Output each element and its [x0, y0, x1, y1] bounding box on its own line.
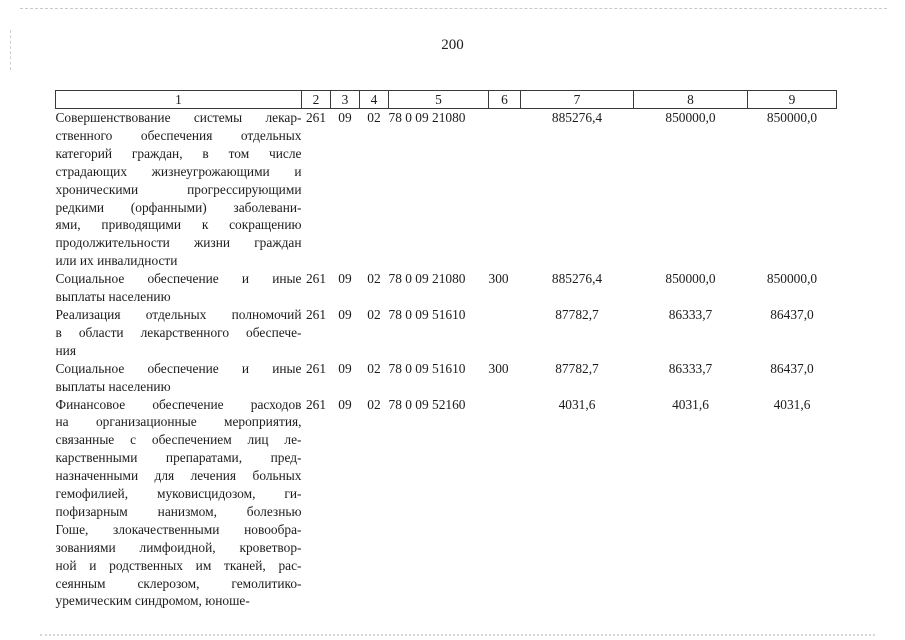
amount-col9: 850000,0 [766, 271, 818, 287]
amount-col7-cell [521, 306, 634, 360]
column-header-9: 9 [748, 91, 837, 109]
amount-col7: 885276,4 [551, 110, 603, 125]
target-article-code: 78 0 09 52160 [388, 396, 466, 412]
amount-col8-cell [634, 360, 748, 396]
column-header-6: 6 [489, 91, 521, 109]
admin-code-cell [302, 109, 331, 271]
section-code-cell [331, 396, 360, 611]
item-name-cell [56, 396, 302, 611]
item-name-line: хроническими прогрессирующими [55, 181, 302, 197]
amount-col7: 87782,7 [555, 306, 599, 322]
amount-col8: 850000,0 [665, 110, 716, 125]
section-code: 09 [338, 396, 352, 412]
subsection-code-cell [360, 109, 389, 271]
item-name-line: ями, приводящими к сокращению [55, 217, 302, 233]
expense-type-cell [489, 109, 521, 271]
column-header-4: 4 [360, 91, 389, 109]
subsection-code: 02 [367, 110, 381, 125]
amount-col9-cell [748, 306, 837, 360]
item-name-line: на организационные мероприятия, [55, 414, 302, 430]
admin-code: 261 [305, 271, 327, 287]
amount-col9-cell [748, 360, 837, 396]
amount-col7-cell [521, 270, 634, 306]
admin-code-cell [302, 306, 331, 360]
table-row [56, 270, 837, 306]
subsection-code-cell [360, 270, 389, 306]
column-header-8: 8 [634, 91, 748, 109]
item-name-line: страдающих жизнеугрожающими и [55, 163, 302, 179]
amount-col7: 885276,4 [551, 271, 603, 287]
section-code: 09 [338, 110, 352, 125]
column-header-2: 2 [302, 91, 331, 109]
expense-type-code: 300 [488, 360, 509, 376]
amount-col8-cell [634, 109, 748, 271]
item-name-line: Социальное обеспечение и иные [55, 271, 302, 287]
amount-col9: 86437,0 [770, 360, 814, 376]
item-name-line: Финансовое обеспечение расходов [55, 396, 302, 412]
page-number: 200 [441, 37, 464, 53]
item-name-line: карственными препаратами, пред- [55, 450, 302, 466]
item-name-line: ной и родственных им тканей, рас- [55, 557, 302, 573]
table-header-row [56, 91, 837, 109]
subsection-code-cell [360, 396, 389, 611]
scan-edge-bottom [40, 634, 875, 636]
amount-col8-cell [634, 270, 748, 306]
admin-code-cell [302, 270, 331, 306]
item-name-line: ственного обеспечения отдельных [55, 127, 302, 143]
target-article-code: 78 0 09 21080 [388, 271, 466, 287]
item-name-cell [56, 270, 302, 306]
subsection-code: 02 [367, 271, 381, 287]
target-article-cell [389, 306, 489, 360]
item-name-cell [56, 109, 302, 271]
amount-col8-cell [634, 306, 748, 360]
target-article-code: 78 0 09 21080 [388, 110, 466, 125]
amount-col7: 87782,7 [555, 360, 599, 376]
admin-code: 261 [305, 306, 327, 322]
section-code-cell [331, 109, 360, 271]
item-name-line: выплаты населению [55, 289, 171, 305]
subsection-code: 02 [367, 360, 381, 376]
section-code: 09 [338, 360, 352, 376]
scan-edge-top [20, 8, 887, 9]
target-article-cell [389, 360, 489, 396]
item-name-line: Совершенствование системы лекар- [55, 110, 302, 125]
item-name-line: или их инвалидности [55, 253, 178, 269]
amount-col8-cell [634, 396, 748, 611]
subsection-code: 02 [367, 306, 381, 322]
item-name-line: Гоше, злокачественными новообра- [55, 521, 302, 537]
amount-col7: 4031,6 [558, 396, 596, 412]
column-header-7: 7 [521, 91, 634, 109]
expense-type-cell [489, 270, 521, 306]
table-body [56, 109, 837, 611]
item-name-line: категорий граждан, в том числе [55, 145, 302, 161]
amount-col9: 4031,6 [773, 396, 811, 412]
expense-type-code: 300 [488, 271, 509, 287]
column-header-5: 5 [389, 91, 489, 109]
item-name-line: выплаты населению [55, 378, 171, 394]
table-row [56, 396, 837, 611]
target-article-code: 78 0 09 51610 [388, 360, 466, 376]
subsection-code-cell [360, 360, 389, 396]
item-name-line: зованиями лимфоидной, кроветвор- [55, 539, 302, 555]
column-header-3: 3 [331, 91, 360, 109]
item-name-line: пофизарным нанизмом, болезнью [55, 503, 302, 519]
section-code: 09 [338, 271, 352, 287]
item-name-line: ния [55, 342, 76, 358]
item-name-line: Социальное обеспечение и иные [55, 360, 302, 376]
item-name-line: назначенными для лечения больных [55, 468, 302, 484]
item-name-line: сеянным склерозом, гемолитико- [55, 575, 302, 591]
section-code: 09 [338, 306, 352, 322]
amount-col7-cell [521, 109, 634, 271]
item-name-line: продолжительности жизни граждан [55, 235, 302, 251]
item-name-line: в области лекарственного обеспече- [55, 324, 302, 340]
section-code-cell [331, 270, 360, 306]
expense-type-cell [489, 306, 521, 360]
table-row [56, 109, 837, 271]
admin-code: 261 [305, 396, 327, 412]
admin-code-cell [302, 396, 331, 611]
table-row [56, 360, 837, 396]
amount-col8: 86333,7 [668, 306, 713, 322]
amount-col8: 86333,7 [668, 360, 713, 376]
item-name-line: уремическим синдромом, юноше- [55, 593, 250, 609]
section-code-cell [331, 360, 360, 396]
amount-col9-cell [748, 109, 837, 271]
target-article-code: 78 0 09 51610 [388, 306, 466, 322]
amount-col7-cell [521, 396, 634, 611]
expense-type-cell [489, 396, 521, 611]
target-article-cell [389, 396, 489, 611]
expense-type-cell [489, 360, 521, 396]
admin-code: 261 [305, 360, 327, 376]
amount-col7-cell [521, 360, 634, 396]
amount-col8: 4031,6 [672, 396, 709, 412]
amount-col8: 850000,0 [665, 271, 716, 287]
amount-col9: 86437,0 [770, 306, 814, 322]
column-header-1: 1 [56, 91, 302, 109]
subsection-code-cell [360, 306, 389, 360]
table-row [56, 306, 837, 360]
target-article-cell [389, 270, 489, 306]
item-name-line: гемофилией, муковисцидозом, ги- [55, 486, 302, 502]
amount-col9: 850000,0 [766, 110, 818, 125]
admin-code-cell [302, 360, 331, 396]
admin-code: 261 [305, 110, 327, 125]
target-article-cell [389, 109, 489, 271]
item-name-cell [56, 360, 302, 396]
subsection-code: 02 [367, 396, 381, 412]
section-code-cell [331, 306, 360, 360]
budget-table [55, 90, 837, 610]
item-name-line: редкими (орфанными) заболевани- [55, 199, 302, 215]
amount-col9-cell [748, 270, 837, 306]
item-name-cell [56, 306, 302, 360]
amount-col9-cell [748, 396, 837, 611]
item-name-line: связанные с обеспечением лиц ле- [55, 432, 302, 448]
item-name-line: Реализация отдельных полномочий [55, 306, 302, 322]
